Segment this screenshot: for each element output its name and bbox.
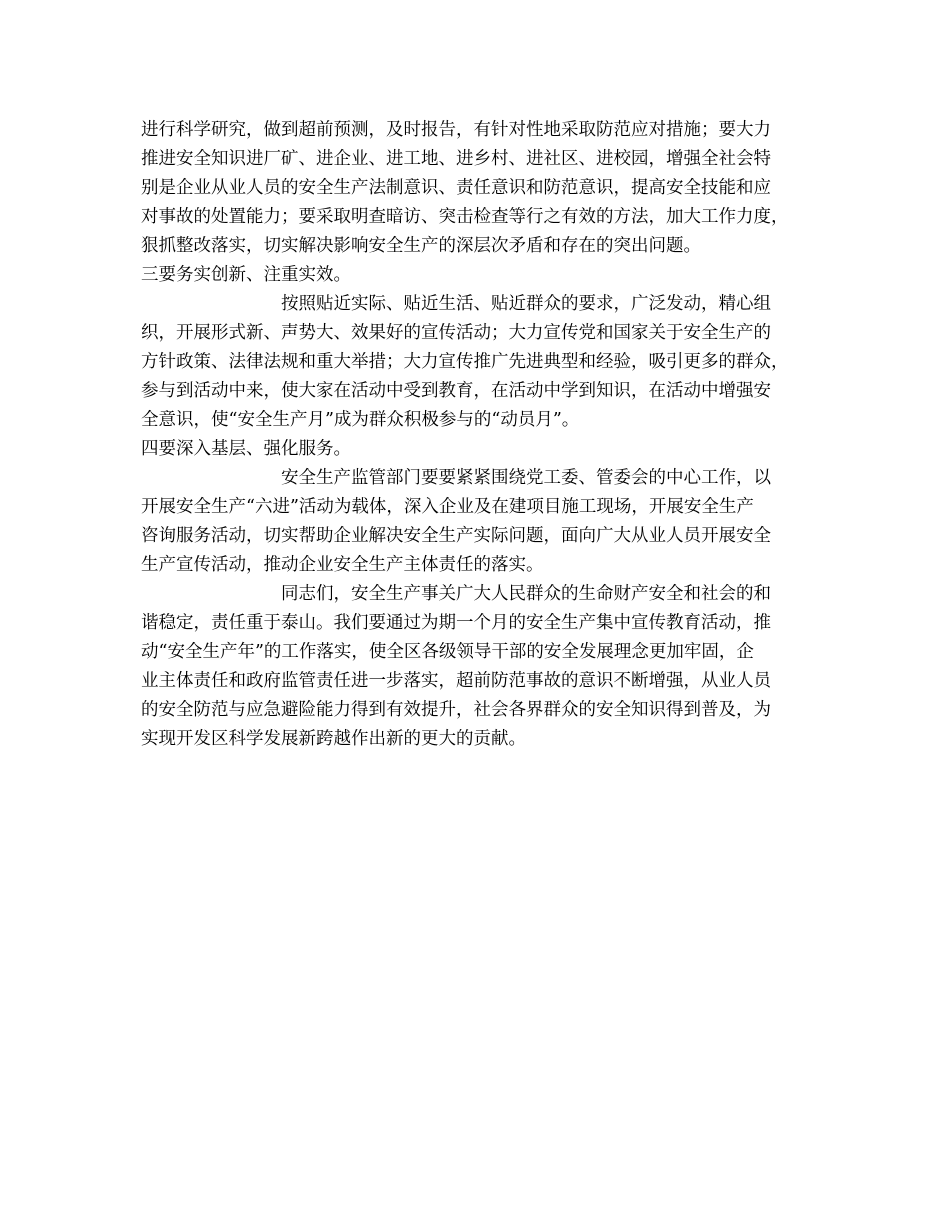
body-line: 方针政策、法律法规和重大举措；大力宣传推广先进典型和经验，吸引更多的群众， (141, 352, 789, 372)
body-line: 进行科学研究，做到超前预测，及时报告，有针对性地采取防范应对措施；要大力 (141, 120, 771, 140)
body-line: 狠抓整改落实，切实解决影响安全生产的深层次矛盾和存在的突出问题。 (141, 236, 701, 256)
body-line: 织，开展形式新、声势大、效果好的宣传活动；大力宣传党和国家关于安全生产的 (141, 323, 771, 343)
body-line: 参与到活动中来，使大家在活动中受到教育，在活动中学到知识，在活动中增强安 (141, 381, 771, 401)
body-line: 对事故的处置能力；要采取明查暗访、突击检查等行之有效的方法，加大工作力度， (141, 207, 789, 227)
paragraph-first-line: 按照贴近实际、贴近生活、贴近群众的要求，广泛发动，精心组 (281, 294, 771, 314)
body-line: 开展安全生产“六进”活动为载体，深入企业及在建项目施工现场，开展安全生产 (141, 497, 754, 517)
body-line: 全意识，使“安全生产月”成为群众积极参与的“动员月”。 (141, 410, 580, 430)
body-line: 别是企业从业人员的安全生产法制意识、责任意识和防范意识，提高安全技能和应 (141, 178, 771, 198)
body-line: 咨询服务活动，切实帮助企业解决安全生产实际问题，面向广大从业人员开展安全 (141, 526, 771, 546)
body-line: 谐稳定，责任重于泰山。我们要通过为期一个月的安全生产集中宣传教育活动，推 (141, 613, 771, 633)
body-line: 推进安全知识进厂矿、进企业、进工地、进乡村、进社区、进校园，增强全社会特 (141, 149, 771, 169)
document-body (141, 116, 821, 754)
paragraph-first-line: 同志们，安全生产事关广大人民群众的生命财产安全和社会的和 (281, 584, 771, 604)
body-line: 实现开发区科学发展新跨越作出新的更大的贡献。 (141, 729, 526, 749)
body-line: 动“安全生产年”的工作落实，使全区各级领导干部的安全发展理念更加牢固，企 (141, 642, 754, 662)
body-line: 业主体责任和政府监管责任进一步落实，超前防范事故的意识不断增强，从业人员 (141, 671, 771, 691)
section-heading: 四要深入基层、强化服务。 (141, 439, 351, 459)
paragraph-first-line: 安全生产监管部门要要紧紧围绕党工委、管委会的中心工作，以 (281, 468, 771, 488)
section-heading: 三要务实创新、注重实效。 (141, 265, 351, 285)
body-line: 生产宣传活动，推动企业安全生产主体责任的落实。 (141, 555, 544, 575)
body-line: 的安全防范与应急避险能力得到有效提升，社会各界群众的安全知识得到普及，为 (141, 700, 771, 720)
